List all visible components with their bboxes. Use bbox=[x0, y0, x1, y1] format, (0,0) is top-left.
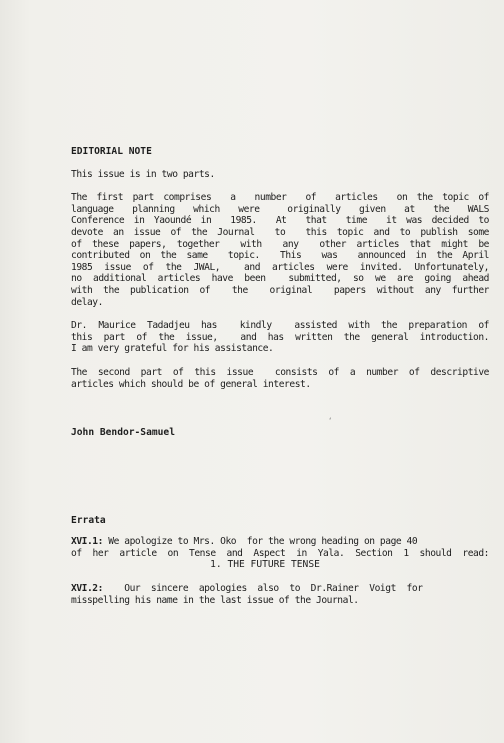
text-line: The second part of this issue consists of a number of descriptive bbox=[71, 366, 489, 378]
stray-mark: ‘ bbox=[328, 417, 333, 425]
text-line: of these papers, together with any other articles that might be bbox=[71, 238, 489, 250]
text-line: Conference in Yaoundé in 1985. At that time it was decided to bbox=[71, 215, 489, 227]
text-line: 1985 issue of the JWAL, and articles were invited. Unfortunately, bbox=[71, 261, 489, 273]
text-line: articles which should be of general interest. bbox=[71, 378, 311, 390]
errata-label: XVI.1: bbox=[71, 536, 103, 548]
text-line: The first part comprises a number of articles on the topic of bbox=[71, 192, 489, 204]
paragraph-acknowledgement bbox=[71, 320, 489, 355]
errata-item-2 bbox=[71, 583, 489, 606]
text-line bbox=[71, 583, 489, 595]
page-content bbox=[71, 146, 489, 618]
text-line: of her article on Tense and Aspect in Yala. Section 1 should read: bbox=[71, 547, 489, 559]
corrected-heading: 1. THE FUTURE TENSE bbox=[210, 559, 320, 571]
text-line: devote an issue of the Journal to this topic and to publish some bbox=[71, 226, 489, 238]
text-line: no additional articles have been submitted, so we are going ahead bbox=[71, 273, 489, 285]
errata-text: Our sincere apologies also to Dr.Rainer Voigt for bbox=[102, 583, 423, 595]
text-line: This issue is in two parts. bbox=[71, 168, 215, 180]
paragraph-first-part bbox=[71, 192, 489, 308]
text-line: Dr. Maurice Tadadjeu has kindly assisted with the preparation of bbox=[71, 320, 489, 332]
text-line: contributed on the same topic. This was announced in the April bbox=[71, 250, 489, 262]
text-line: this part of the issue, and has written the general introduction. bbox=[71, 331, 489, 343]
signature: John Bendor-Samuel bbox=[71, 427, 175, 439]
errata-item-1 bbox=[71, 536, 489, 571]
errata-text: We apologize to Mrs. Oko for the wrong heading on page 40 bbox=[102, 536, 418, 548]
text-line: misspelling his name in the last issue of the Journal. bbox=[71, 594, 359, 606]
text-line: delay. bbox=[71, 296, 103, 308]
text-line: I am very grateful for his assistance. bbox=[71, 343, 274, 355]
text-line bbox=[71, 536, 489, 548]
errata-heading: Errata bbox=[71, 514, 106, 526]
intro-paragraph bbox=[71, 169, 489, 181]
editorial-note-heading: EDITORIAL NOTE bbox=[71, 146, 152, 157]
paragraph-second-part bbox=[71, 367, 489, 390]
errata-label: XVI.2: bbox=[71, 583, 103, 595]
text-line: language planning which were originally given at the WALS bbox=[71, 203, 489, 215]
text-line: with the publication of the original papers without any further bbox=[71, 284, 489, 296]
